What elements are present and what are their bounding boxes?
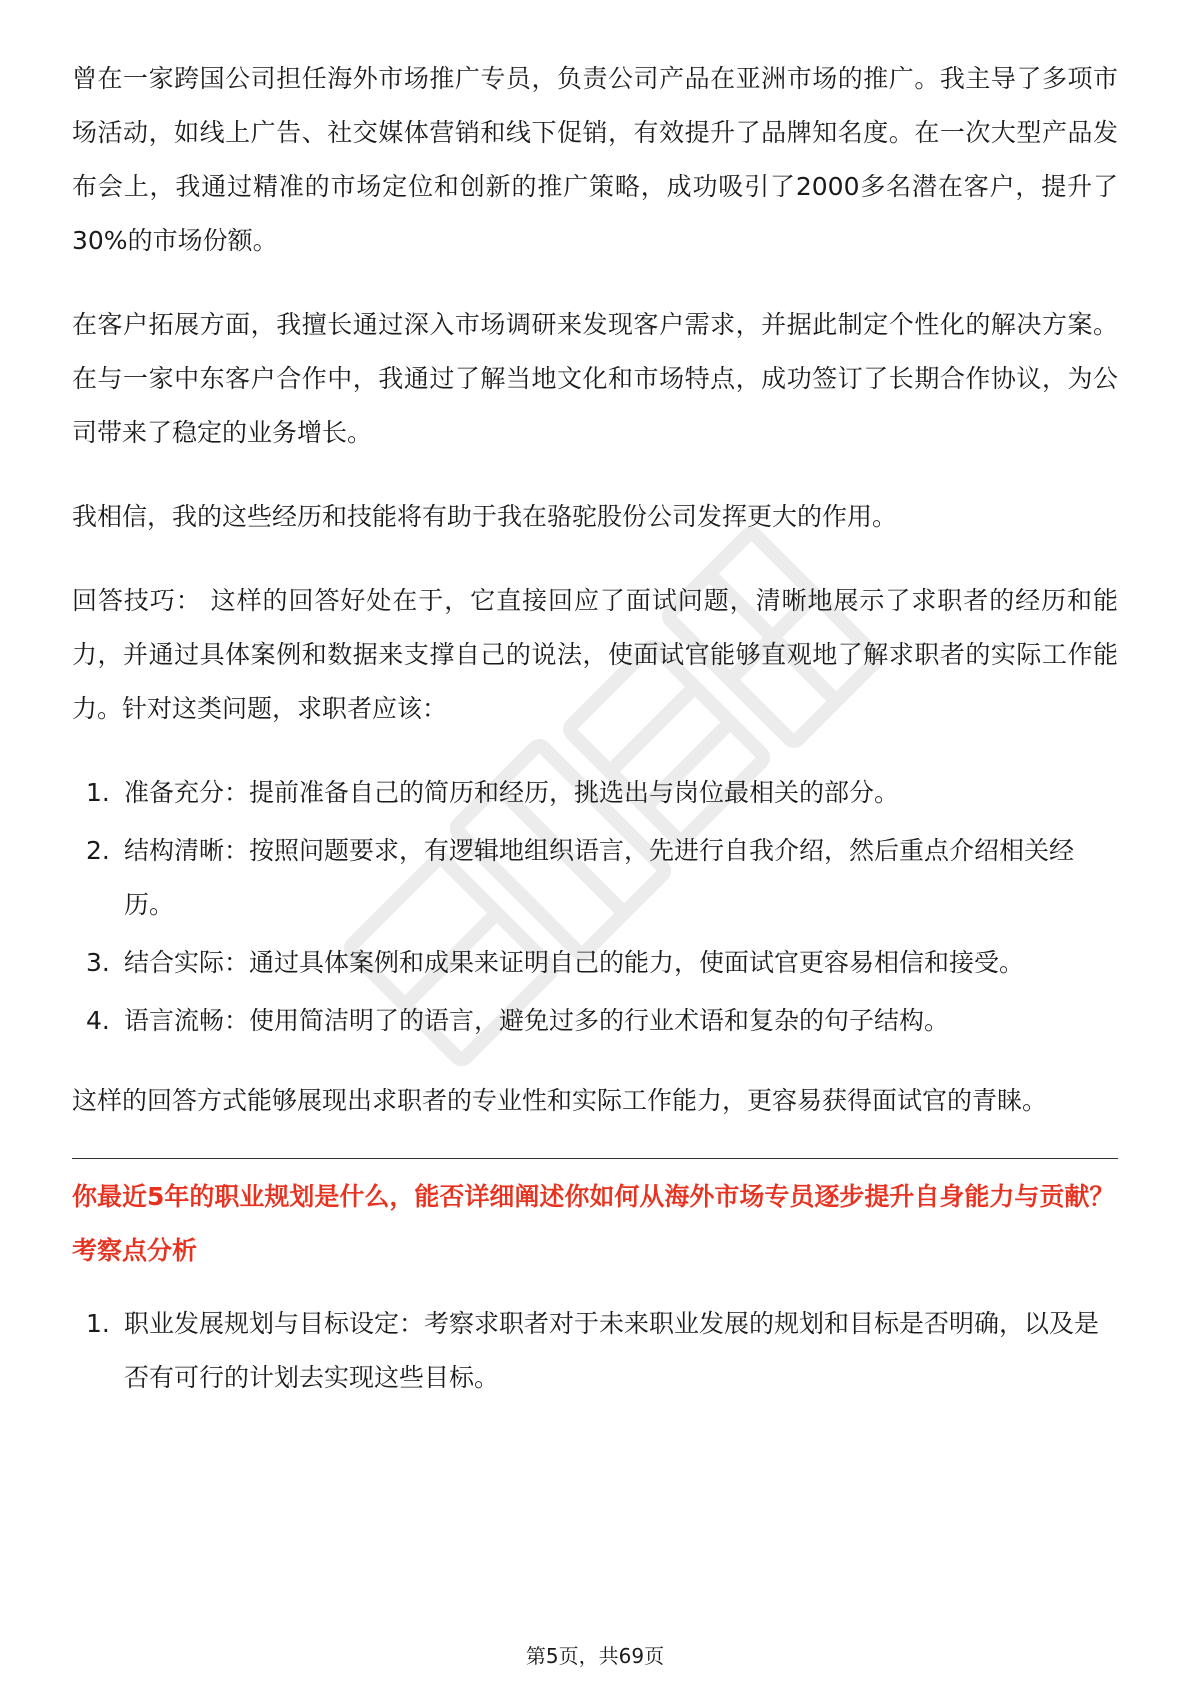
list-item-text: 语言流畅：使用简洁明了的语言，避免过多的行业术语和复杂的句子结构。 bbox=[124, 1006, 950, 1035]
page-footer: 第5页，共69页 bbox=[525, 1644, 665, 1668]
paragraph-experience: 曾在一家跨国公司担任海外市场推广专员，负责公司产品在亚洲市场的推广。我主导了多项市场活动，如线上广告、社交媒体营销和线下促销，有效提升了品牌知名度。在一次大型产品发布会上，我通过精准的市场定位和创新的推广策略，成功吸引了2000多名潜在客户，提升了30%的市场份额。 bbox=[72, 64, 1118, 255]
analysis-heading: 考察点分析 bbox=[72, 1236, 198, 1265]
analysis-list bbox=[72, 1297, 1118, 1405]
document-page bbox=[72, 52, 1118, 1431]
list-item-number: 1. bbox=[86, 778, 110, 807]
paragraph-answer-tips: 回答技巧： 这样的回答好处在于，它直接回应了面试问题，清晰地展示了求职者的经历和能力，并通过具体案例和数据来支撑自己的说法，使面试官能够直观地了解求职者的实际工作能力。针对这类问题，求职者应该： bbox=[72, 586, 1118, 723]
paragraph-belief: 我相信，我的这些经历和技能将有助于我在骆驼股份公司发挥更大的作用。 bbox=[72, 502, 898, 531]
list-item bbox=[72, 824, 1118, 932]
list-item-text: 准备充分：提前准备自己的简历和经历，挑选出与岗位最相关的部分。 bbox=[124, 778, 900, 807]
section-divider bbox=[72, 1158, 1118, 1159]
list-item-text: 结合实际：通过具体案例和成果来证明自己的能力，使面试官更容易相信和接受。 bbox=[124, 948, 1025, 977]
list-item-number: 4. bbox=[86, 1006, 110, 1035]
tips-list bbox=[72, 766, 1118, 1048]
list-item bbox=[72, 936, 1118, 990]
paragraph-client-expansion: 在客户拓展方面，我擅长通过深入市场调研来发现客户需求，并据此制定个性化的解决方案。在与一家中东客户合作中，我通过了解当地文化和市场特点，成功签订了长期合作协议，为公司带来了稳定的业务增长。 bbox=[72, 310, 1118, 447]
list-item bbox=[72, 766, 1118, 820]
list-item-number: 3. bbox=[86, 948, 110, 977]
list-item-text: 结构清晰：按照问题要求，有逻辑地组织语言，先进行自我介绍，然后重点介绍相关经历。 bbox=[124, 836, 1075, 919]
list-item bbox=[72, 1297, 1118, 1405]
list-item-text: 职业发展规划与目标设定：考察求职者对于未来职业发展的规划和目标是否明确，以及是否有可行的计划去实现这些目标。 bbox=[124, 1309, 1100, 1392]
paragraph-closing: 这样的回答方式能够展现出求职者的专业性和实际工作能力，更容易获得面试官的青睐。 bbox=[72, 1086, 1048, 1115]
list-item-number: 1. bbox=[86, 1309, 110, 1338]
list-item-number: 2. bbox=[86, 836, 110, 865]
interview-question: 你最近5年的职业规划是什么，能否详细阐述你如何从海外市场专员逐步提升自身能力与贡献？ bbox=[72, 1182, 1115, 1211]
list-item bbox=[72, 994, 1118, 1048]
